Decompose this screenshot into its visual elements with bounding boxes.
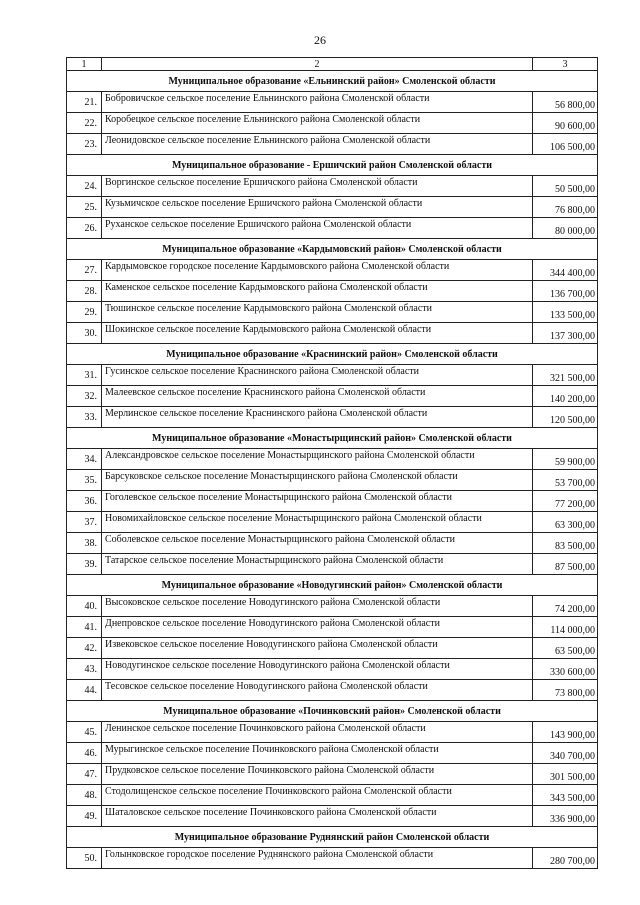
page-number: 26 xyxy=(314,33,326,47)
row-number: 44. xyxy=(67,680,102,701)
allocation-amount: 53 700,00 xyxy=(533,470,598,491)
row-number: 33. xyxy=(67,407,102,428)
settlement-name: Новомихайловское сельское поселение Монастырщинского района Смоленской области xyxy=(102,512,533,533)
settlement-name: Бобровичское сельское поселение Ельнинского района Смоленской области xyxy=(102,92,533,113)
settlement-name: Руханское сельское поселение Ершичского района Смоленской области xyxy=(102,218,533,239)
settlement-name: Стодолищенское сельское поселение Починковского района Смоленской области xyxy=(102,785,533,806)
row-number: 36. xyxy=(67,491,102,512)
row-number: 38. xyxy=(67,533,102,554)
settlement-name: Мурыгинское сельское поселение Починковского района Смоленской области xyxy=(102,743,533,764)
section-title: Муниципальное образование «Монастырщинский район» Смоленской области xyxy=(67,428,598,449)
allocation-amount: 77 200,00 xyxy=(533,491,598,512)
settlement-name: Ленинское сельское поселение Починковского района Смоленской области xyxy=(102,722,533,743)
section-title: Муниципальное образование - Ершичский район Смоленской области xyxy=(67,155,598,176)
settlement-name: Каменское сельское поселение Кардымовского района Смоленской области xyxy=(102,281,533,302)
allocation-amount: 83 500,00 xyxy=(533,533,598,554)
allocation-amount: 143 900,00 xyxy=(533,722,598,743)
settlement-name: Александровское сельское поселение Монастырщинского района Смоленской области xyxy=(102,449,533,470)
section-header-row xyxy=(67,155,598,176)
allocation-amount: 73 800,00 xyxy=(533,680,598,701)
allocation-amount: 301 500,00 xyxy=(533,764,598,785)
allocation-amount: 340 700,00 xyxy=(533,743,598,764)
row-number: 42. xyxy=(67,638,102,659)
table-row xyxy=(67,848,598,869)
settlement-name: Новодугинское сельское поселение Новодугинского района Смоленской области xyxy=(102,659,533,680)
settlement-name: Голынковское городское поселение Руднянского района Смоленской области xyxy=(102,848,533,869)
budget-allocation-table xyxy=(66,57,598,869)
settlement-name: Тюшинское сельское поселение Кардымовского района Смоленской области xyxy=(102,302,533,323)
allocation-amount: 50 500,00 xyxy=(533,176,598,197)
settlement-name: Коробецкое сельское поселение Ельнинского района Смоленской области xyxy=(102,113,533,134)
settlement-name: Воргинское сельское поселение Ершичского района Смоленской области xyxy=(102,176,533,197)
allocation-amount: 76 800,00 xyxy=(533,197,598,218)
allocation-amount: 280 700,00 xyxy=(533,848,598,869)
table-row xyxy=(67,323,598,344)
row-number: 40. xyxy=(67,596,102,617)
row-number: 29. xyxy=(67,302,102,323)
settlement-name: Соболевское сельское поселение Монастырщинского района Смоленской области xyxy=(102,533,533,554)
table-row xyxy=(67,806,598,827)
row-number: 24. xyxy=(67,176,102,197)
table-row xyxy=(67,680,598,701)
section-title: Муниципальное образование «Новодугинский район» Смоленской области xyxy=(67,575,598,596)
table-row xyxy=(67,743,598,764)
section-header-row xyxy=(67,71,598,92)
section-header-row xyxy=(67,701,598,722)
settlement-name: Шаталовское сельское поселение Починковского района Смоленской области xyxy=(102,806,533,827)
allocation-amount: 336 900,00 xyxy=(533,806,598,827)
table-row xyxy=(67,449,598,470)
row-number: 27. xyxy=(67,260,102,281)
allocation-amount: 63 300,00 xyxy=(533,512,598,533)
table-row xyxy=(67,407,598,428)
column-header-3: 3 xyxy=(533,58,598,71)
settlement-name: Гоголевское сельское поселение Монастырщинского района Смоленской области xyxy=(102,491,533,512)
table-row xyxy=(67,596,598,617)
table-row xyxy=(67,638,598,659)
table-row xyxy=(67,218,598,239)
row-number: 47. xyxy=(67,764,102,785)
settlement-name: Кардымовское городское поселение Кардымовского района Смоленской области xyxy=(102,260,533,281)
table-row xyxy=(67,470,598,491)
allocation-amount: 321 500,00 xyxy=(533,365,598,386)
allocation-amount: 90 600,00 xyxy=(533,113,598,134)
table-row xyxy=(67,134,598,155)
table-row xyxy=(67,722,598,743)
row-number: 21. xyxy=(67,92,102,113)
column-header-1: 1 xyxy=(67,58,102,71)
allocation-amount: 137 300,00 xyxy=(533,323,598,344)
allocation-amount: 136 700,00 xyxy=(533,281,598,302)
table-row xyxy=(67,512,598,533)
table-row xyxy=(67,302,598,323)
allocation-amount: 56 800,00 xyxy=(533,92,598,113)
allocation-amount: 133 500,00 xyxy=(533,302,598,323)
column-header-2: 2 xyxy=(102,58,533,71)
table-row xyxy=(67,281,598,302)
section-title: Муниципальное образование «Кардымовский район» Смоленской области xyxy=(67,239,598,260)
table-row xyxy=(67,92,598,113)
row-number: 41. xyxy=(67,617,102,638)
table-row xyxy=(67,785,598,806)
row-number: 34. xyxy=(67,449,102,470)
settlement-name: Татарское сельское поселение Монастырщинского района Смоленской области xyxy=(102,554,533,575)
table-row xyxy=(67,491,598,512)
settlement-name: Шокинское сельское поселение Кардымовского района Смоленской области xyxy=(102,323,533,344)
allocation-amount: 74 200,00 xyxy=(533,596,598,617)
section-header-row xyxy=(67,344,598,365)
allocation-amount: 87 500,00 xyxy=(533,554,598,575)
table-row xyxy=(67,176,598,197)
row-number: 43. xyxy=(67,659,102,680)
row-number: 26. xyxy=(67,218,102,239)
row-number: 30. xyxy=(67,323,102,344)
settlement-name: Малеевское сельское поселение Краснинского района Смоленской области xyxy=(102,386,533,407)
table-row xyxy=(67,386,598,407)
row-number: 22. xyxy=(67,113,102,134)
row-number: 31. xyxy=(67,365,102,386)
allocation-amount: 120 500,00 xyxy=(533,407,598,428)
table-row xyxy=(67,365,598,386)
allocation-amount: 140 200,00 xyxy=(533,386,598,407)
allocation-amount: 114 000,00 xyxy=(533,617,598,638)
section-title: Муниципальное образование Руднянский район Смоленской области xyxy=(67,827,598,848)
allocation-amount: 330 600,00 xyxy=(533,659,598,680)
allocation-amount: 80 000,00 xyxy=(533,218,598,239)
row-number: 35. xyxy=(67,470,102,491)
section-header-row xyxy=(67,575,598,596)
section-header-row xyxy=(67,428,598,449)
settlement-name: Тесовское сельское поселение Новодугинского района Смоленской области xyxy=(102,680,533,701)
settlement-name: Прудковское сельское поселение Починковского района Смоленской области xyxy=(102,764,533,785)
allocation-amount: 106 500,00 xyxy=(533,134,598,155)
row-number: 46. xyxy=(67,743,102,764)
row-number: 48. xyxy=(67,785,102,806)
row-number: 23. xyxy=(67,134,102,155)
settlement-name: Высоковское сельское поселение Новодугинского района Смоленской области xyxy=(102,596,533,617)
settlement-name: Мерлинское сельское поселение Краснинского района Смоленской области xyxy=(102,407,533,428)
section-title: Муниципальное образование «Починковский район» Смоленской области xyxy=(67,701,598,722)
table-row xyxy=(67,533,598,554)
settlement-name: Барсуковское сельское поселение Монастырщинского района Смоленской области xyxy=(102,470,533,491)
table-row xyxy=(67,113,598,134)
settlement-name: Днепровское сельское поселение Новодугинского района Смоленской области xyxy=(102,617,533,638)
allocation-amount: 59 900,00 xyxy=(533,449,598,470)
table-row xyxy=(67,260,598,281)
row-number: 32. xyxy=(67,386,102,407)
row-number: 49. xyxy=(67,806,102,827)
table-row xyxy=(67,659,598,680)
allocation-amount: 343 500,00 xyxy=(533,785,598,806)
section-title: Муниципальное образование «Краснинский район» Смоленской области xyxy=(67,344,598,365)
row-number: 28. xyxy=(67,281,102,302)
table-row xyxy=(67,617,598,638)
section-header-row xyxy=(67,827,598,848)
settlement-name: Извековское сельское поселение Новодугинского района Смоленской области xyxy=(102,638,533,659)
settlement-name: Кузьмичское сельское поселение Ершичского района Смоленской области xyxy=(102,197,533,218)
table-row xyxy=(67,197,598,218)
section-header-row xyxy=(67,239,598,260)
allocation-amount: 344 400,00 xyxy=(533,260,598,281)
table-header-row xyxy=(67,58,598,71)
row-number: 45. xyxy=(67,722,102,743)
section-title: Муниципальное образование «Ельнинский район» Смоленской области xyxy=(67,71,598,92)
table-row xyxy=(67,554,598,575)
row-number: 39. xyxy=(67,554,102,575)
row-number: 50. xyxy=(67,848,102,869)
settlement-name: Леонидовское сельское поселение Ельнинского района Смоленской области xyxy=(102,134,533,155)
table-row xyxy=(67,764,598,785)
row-number: 37. xyxy=(67,512,102,533)
row-number: 25. xyxy=(67,197,102,218)
settlement-name: Гусинское сельское поселение Краснинского района Смоленской области xyxy=(102,365,533,386)
allocation-amount: 63 500,00 xyxy=(533,638,598,659)
